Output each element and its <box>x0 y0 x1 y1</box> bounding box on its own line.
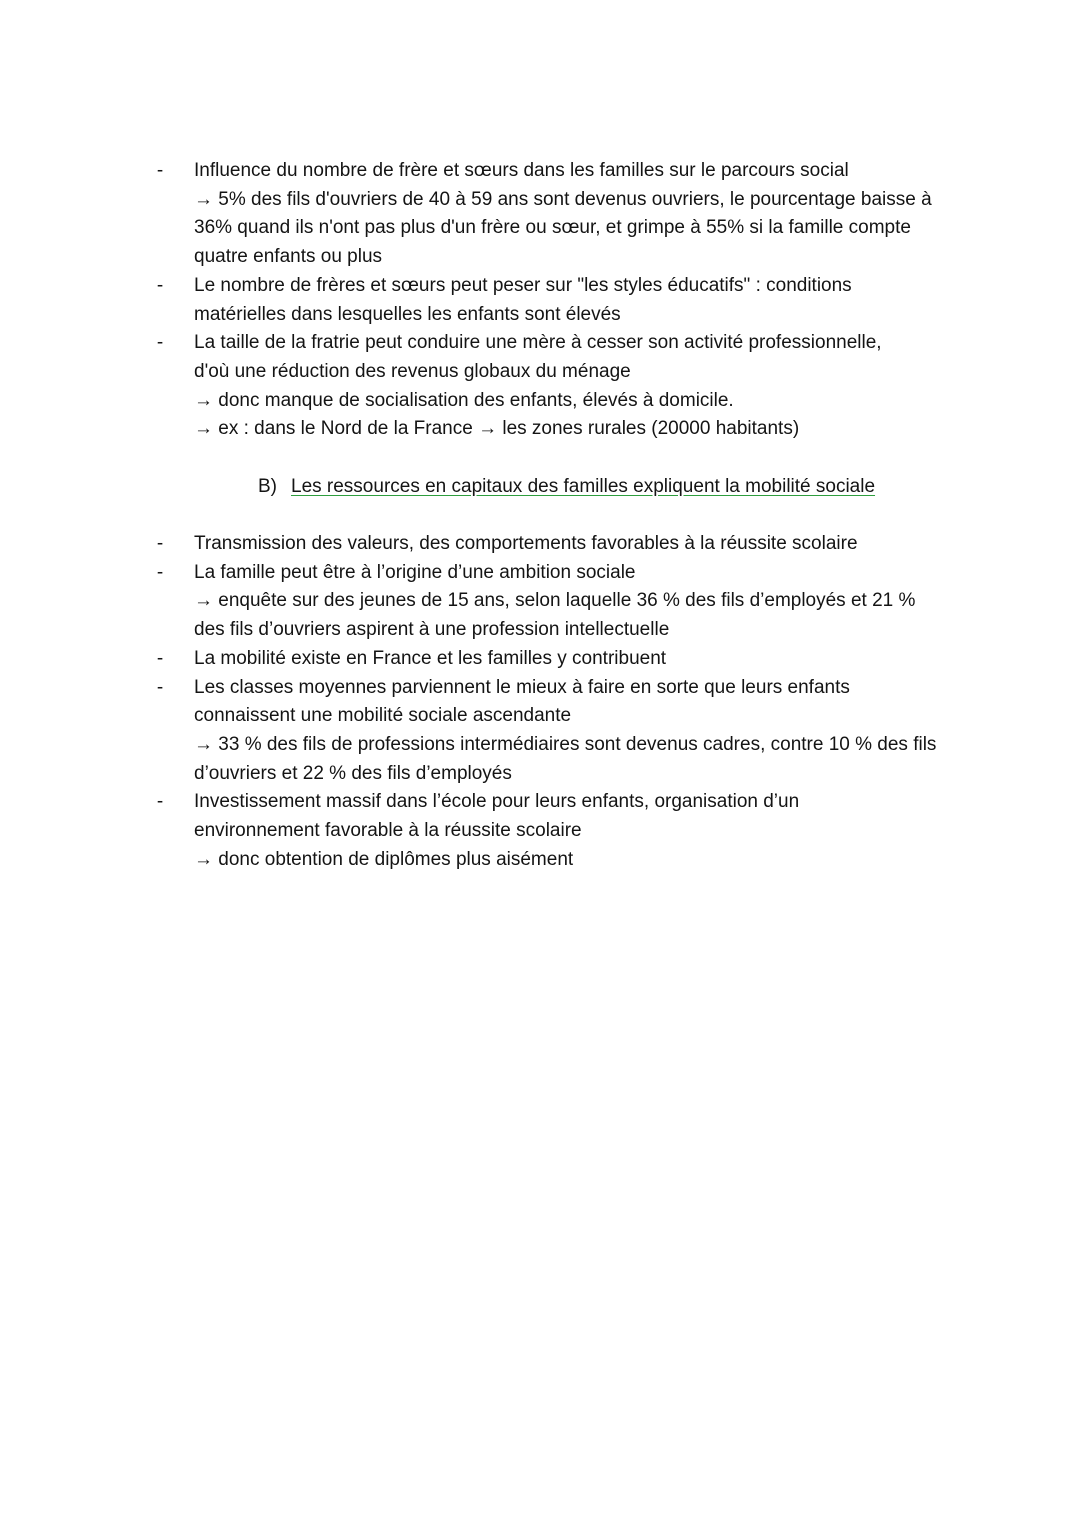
text-line: La famille peut être à l’origine d’une ambition sociale <box>194 561 636 583</box>
text-line: Le nombre de frères et sœurs peut peser sur "les styles éducatifs" : conditions <box>194 274 852 296</box>
bullet-dash: - <box>156 791 164 813</box>
bullet-item <box>0 788 951 874</box>
text-line: Influence du nombre de frère et sœurs dans les familles sur le parcours social <box>194 160 849 181</box>
text-line: → ex : dans le Nord de la France → les zones rurales (20000 habitants) <box>194 418 800 440</box>
text-line: 36% quand ils n'ont pas plus d'un frère ou sœur, et grimpe à 55% si la famille compte <box>194 217 911 239</box>
text-line: → enquête sur des jeunes de 15 ans, selon laquelle 36 % des fils d’employés et 21 % <box>194 590 916 612</box>
text-line: → 5% des fils d'ouvriers de 40 à 59 ans sont devenus ouvriers, le pourcentage baisse à <box>194 188 932 210</box>
text-line: → donc obtention de diplômes plus aisément <box>194 848 574 870</box>
section-letter: B) <box>258 476 277 497</box>
bullet-item <box>0 645 951 674</box>
text-line: connaissent une mobilité sociale ascendante <box>194 705 572 727</box>
bullet-item <box>0 530 951 559</box>
text-line: Investissement massif dans l’école pour leurs enfants, organisation d’un <box>194 791 800 813</box>
bullet-item <box>0 329 951 444</box>
bullet-dash: - <box>156 332 164 354</box>
bullet-item <box>0 559 951 645</box>
bullet-dash: - <box>156 647 164 669</box>
bullet-item <box>0 674 951 789</box>
bullet-list-section-b <box>0 530 1080 874</box>
bullet-dash: - <box>156 676 164 698</box>
text-line: La mobilité existe en France et les familles y contribuent <box>194 647 667 669</box>
text-line: d'où une réduction des revenus globaux du ménage <box>194 360 631 382</box>
text-line: Les classes moyennes parviennent le mieux à faire en sorte que leurs enfants <box>194 676 850 698</box>
text-line: des fils d’ouvriers aspirent à une profession intellectuelle <box>194 619 670 641</box>
text-line: Transmission des valeurs, des comportements favorables à la réussite scolaire <box>194 533 858 554</box>
text-line: matérielles dans lesquelles les enfants sont élevés <box>194 303 621 325</box>
section-heading <box>258 473 875 502</box>
section-title: Les ressources en capitaux des familles expliquent la mobilité sociale <box>291 476 876 497</box>
bullet-item <box>0 272 951 329</box>
bullet-dash: - <box>156 533 164 554</box>
text-line: La taille de la fratrie peut conduire une mère à cesser son activité professionnelle, <box>194 332 882 354</box>
bullet-item <box>0 157 951 272</box>
text-line: environnement favorable à la réussite scolaire <box>194 820 582 842</box>
bullet-dash: - <box>156 561 164 583</box>
text-line: → 33 % des fils de professions intermédiaires sont devenus cadres, contre 10 % des fils <box>194 733 937 755</box>
bullet-list-section-a <box>0 157 1080 444</box>
bullet-dash: - <box>156 274 164 296</box>
text-line: quatre enfants ou plus <box>194 246 383 268</box>
text-line: d’ouvriers et 22 % des fils d’employés <box>194 762 512 784</box>
text-line: → donc manque de socialisation des enfants, élevés à domicile. <box>194 389 734 411</box>
bullet-dash: - <box>156 160 164 181</box>
